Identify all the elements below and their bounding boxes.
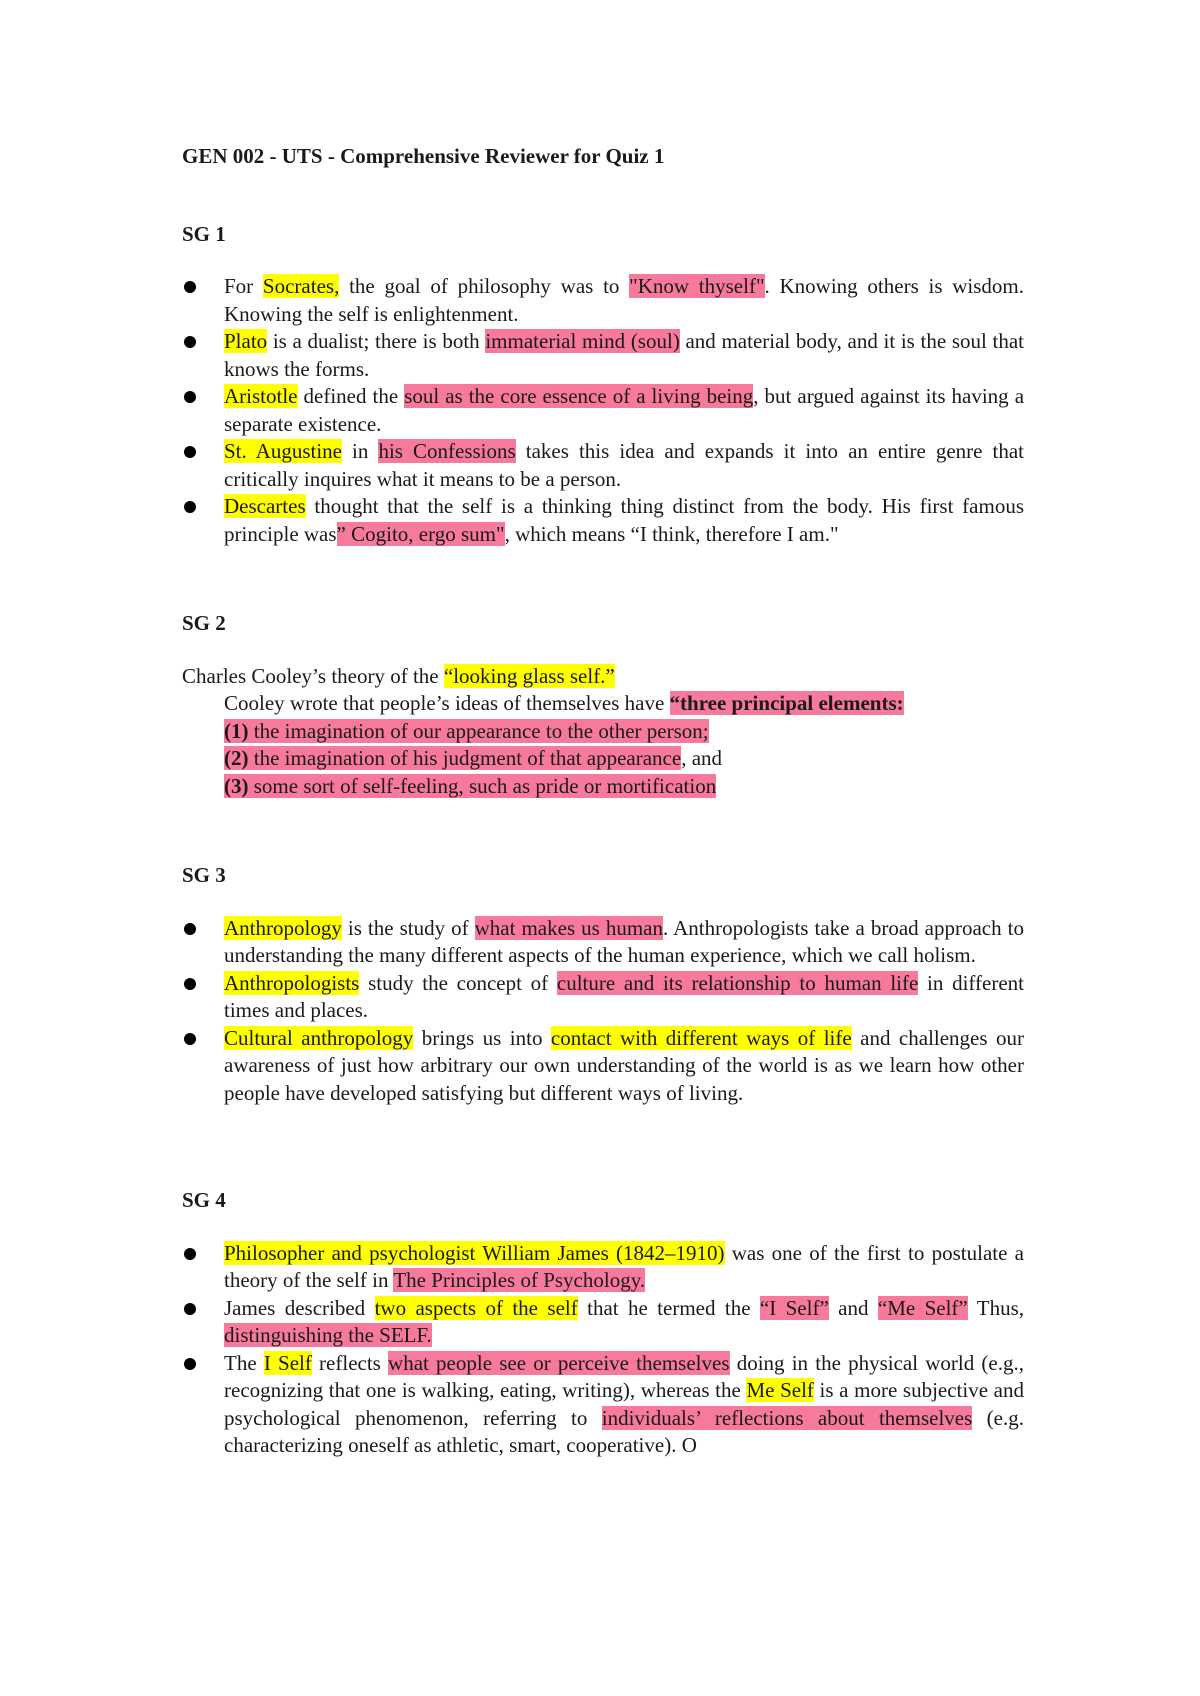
list-item: Philosopher and psychologist William James (1842–1910) was one of the first to postulate a theory of the self in The Principles of Psychology. bbox=[182, 1240, 1024, 1295]
cooley-line: Cooley wrote that people’s ideas of themselves have “three principal elements: bbox=[224, 691, 904, 715]
bullet-icon bbox=[184, 1358, 196, 1370]
list-item: Descartes thought that the self is a thinking thing distinct from the body. His first famous principle was” Cogito, ergo sum", which means “I think, therefore I am." bbox=[182, 493, 1024, 548]
bullet-icon bbox=[184, 336, 196, 348]
list-item: For Socrates, the goal of philosophy was to "Know thyself". Knowing others is wisdom. Knowing the self is enlightenment. bbox=[182, 273, 1024, 328]
list-item: Cultural anthropology brings us into contact with different ways of life and challenges our awareness of just how arbitrary our own understanding of the world is as we learn how other people have developed satisfying but different ways of living. bbox=[182, 1025, 1024, 1108]
section-sg4 bbox=[182, 1187, 1024, 1460]
section-sg3 bbox=[182, 862, 1024, 1107]
list-item: Anthropologists study the concept of culture and its relationship to human life in different times and places. bbox=[182, 970, 1024, 1025]
list-item: Plato is a dualist; there is both immaterial mind (soul) and material body, and it is the soul that knows the forms. bbox=[182, 328, 1024, 383]
list-item: Aristotle defined the soul as the core essence of a living being, but argued against its having a separate existence. bbox=[182, 383, 1024, 438]
bullet-icon bbox=[184, 281, 196, 293]
bullet-list bbox=[182, 915, 1024, 1108]
element-2: (2) the imagination of his judgment of that appearance, and bbox=[224, 746, 723, 770]
bullet-icon bbox=[184, 1248, 196, 1260]
bullet-icon bbox=[184, 501, 196, 513]
list-item: St. Augustine in his Confessions takes this idea and expands it into an entire genre that critically inquires what it means to be a person. bbox=[182, 438, 1024, 493]
bullet-list bbox=[182, 1240, 1024, 1460]
bullet-icon bbox=[184, 1033, 196, 1045]
element-3: (3) some sort of self-feeling, such as pride or mortification bbox=[224, 773, 717, 798]
section-heading: SG 1 bbox=[182, 221, 226, 246]
section-heading: SG 3 bbox=[182, 863, 226, 887]
document-body bbox=[182, 143, 1024, 1522]
bullet-list bbox=[182, 273, 1024, 548]
section-sg2 bbox=[182, 610, 1024, 800]
section-heading: SG 4 bbox=[182, 1188, 226, 1212]
list-item: The I Self reflects what people see or perceive themselves doing in the physical world (e.g., recognizing that one is walking, eating, writing), whereas the Me Self is a more subjective and psychological phenomenon, referring to individuals’ reflections about themselves (e.g. characterizing oneself as athletic, smart, cooperative). O bbox=[182, 1350, 1024, 1460]
cooley-intro: Charles Cooley’s theory of the “looking glass self.” bbox=[182, 663, 615, 688]
section-heading: SG 2 bbox=[182, 611, 226, 635]
list-item: Anthropology is the study of what makes us human. Anthropologists take a broad approach to understanding the many different aspects of the human experience, which we call holism. bbox=[182, 915, 1024, 970]
document-title: GEN 002 - UTS - Comprehensive Reviewer for Quiz 1 bbox=[182, 144, 665, 168]
list-item: James described two aspects of the self that he termed the “I Self” and “Me Self” Thus, distinguishing the SELF. bbox=[182, 1295, 1024, 1350]
section-sg1 bbox=[182, 221, 1024, 549]
bullet-icon bbox=[184, 446, 196, 458]
bullet-icon bbox=[184, 1303, 196, 1315]
bullet-icon bbox=[184, 391, 196, 403]
bullet-icon bbox=[184, 923, 196, 935]
bullet-icon bbox=[184, 978, 196, 990]
element-1: (1) the imagination of our appearance to the other person; bbox=[224, 718, 709, 743]
